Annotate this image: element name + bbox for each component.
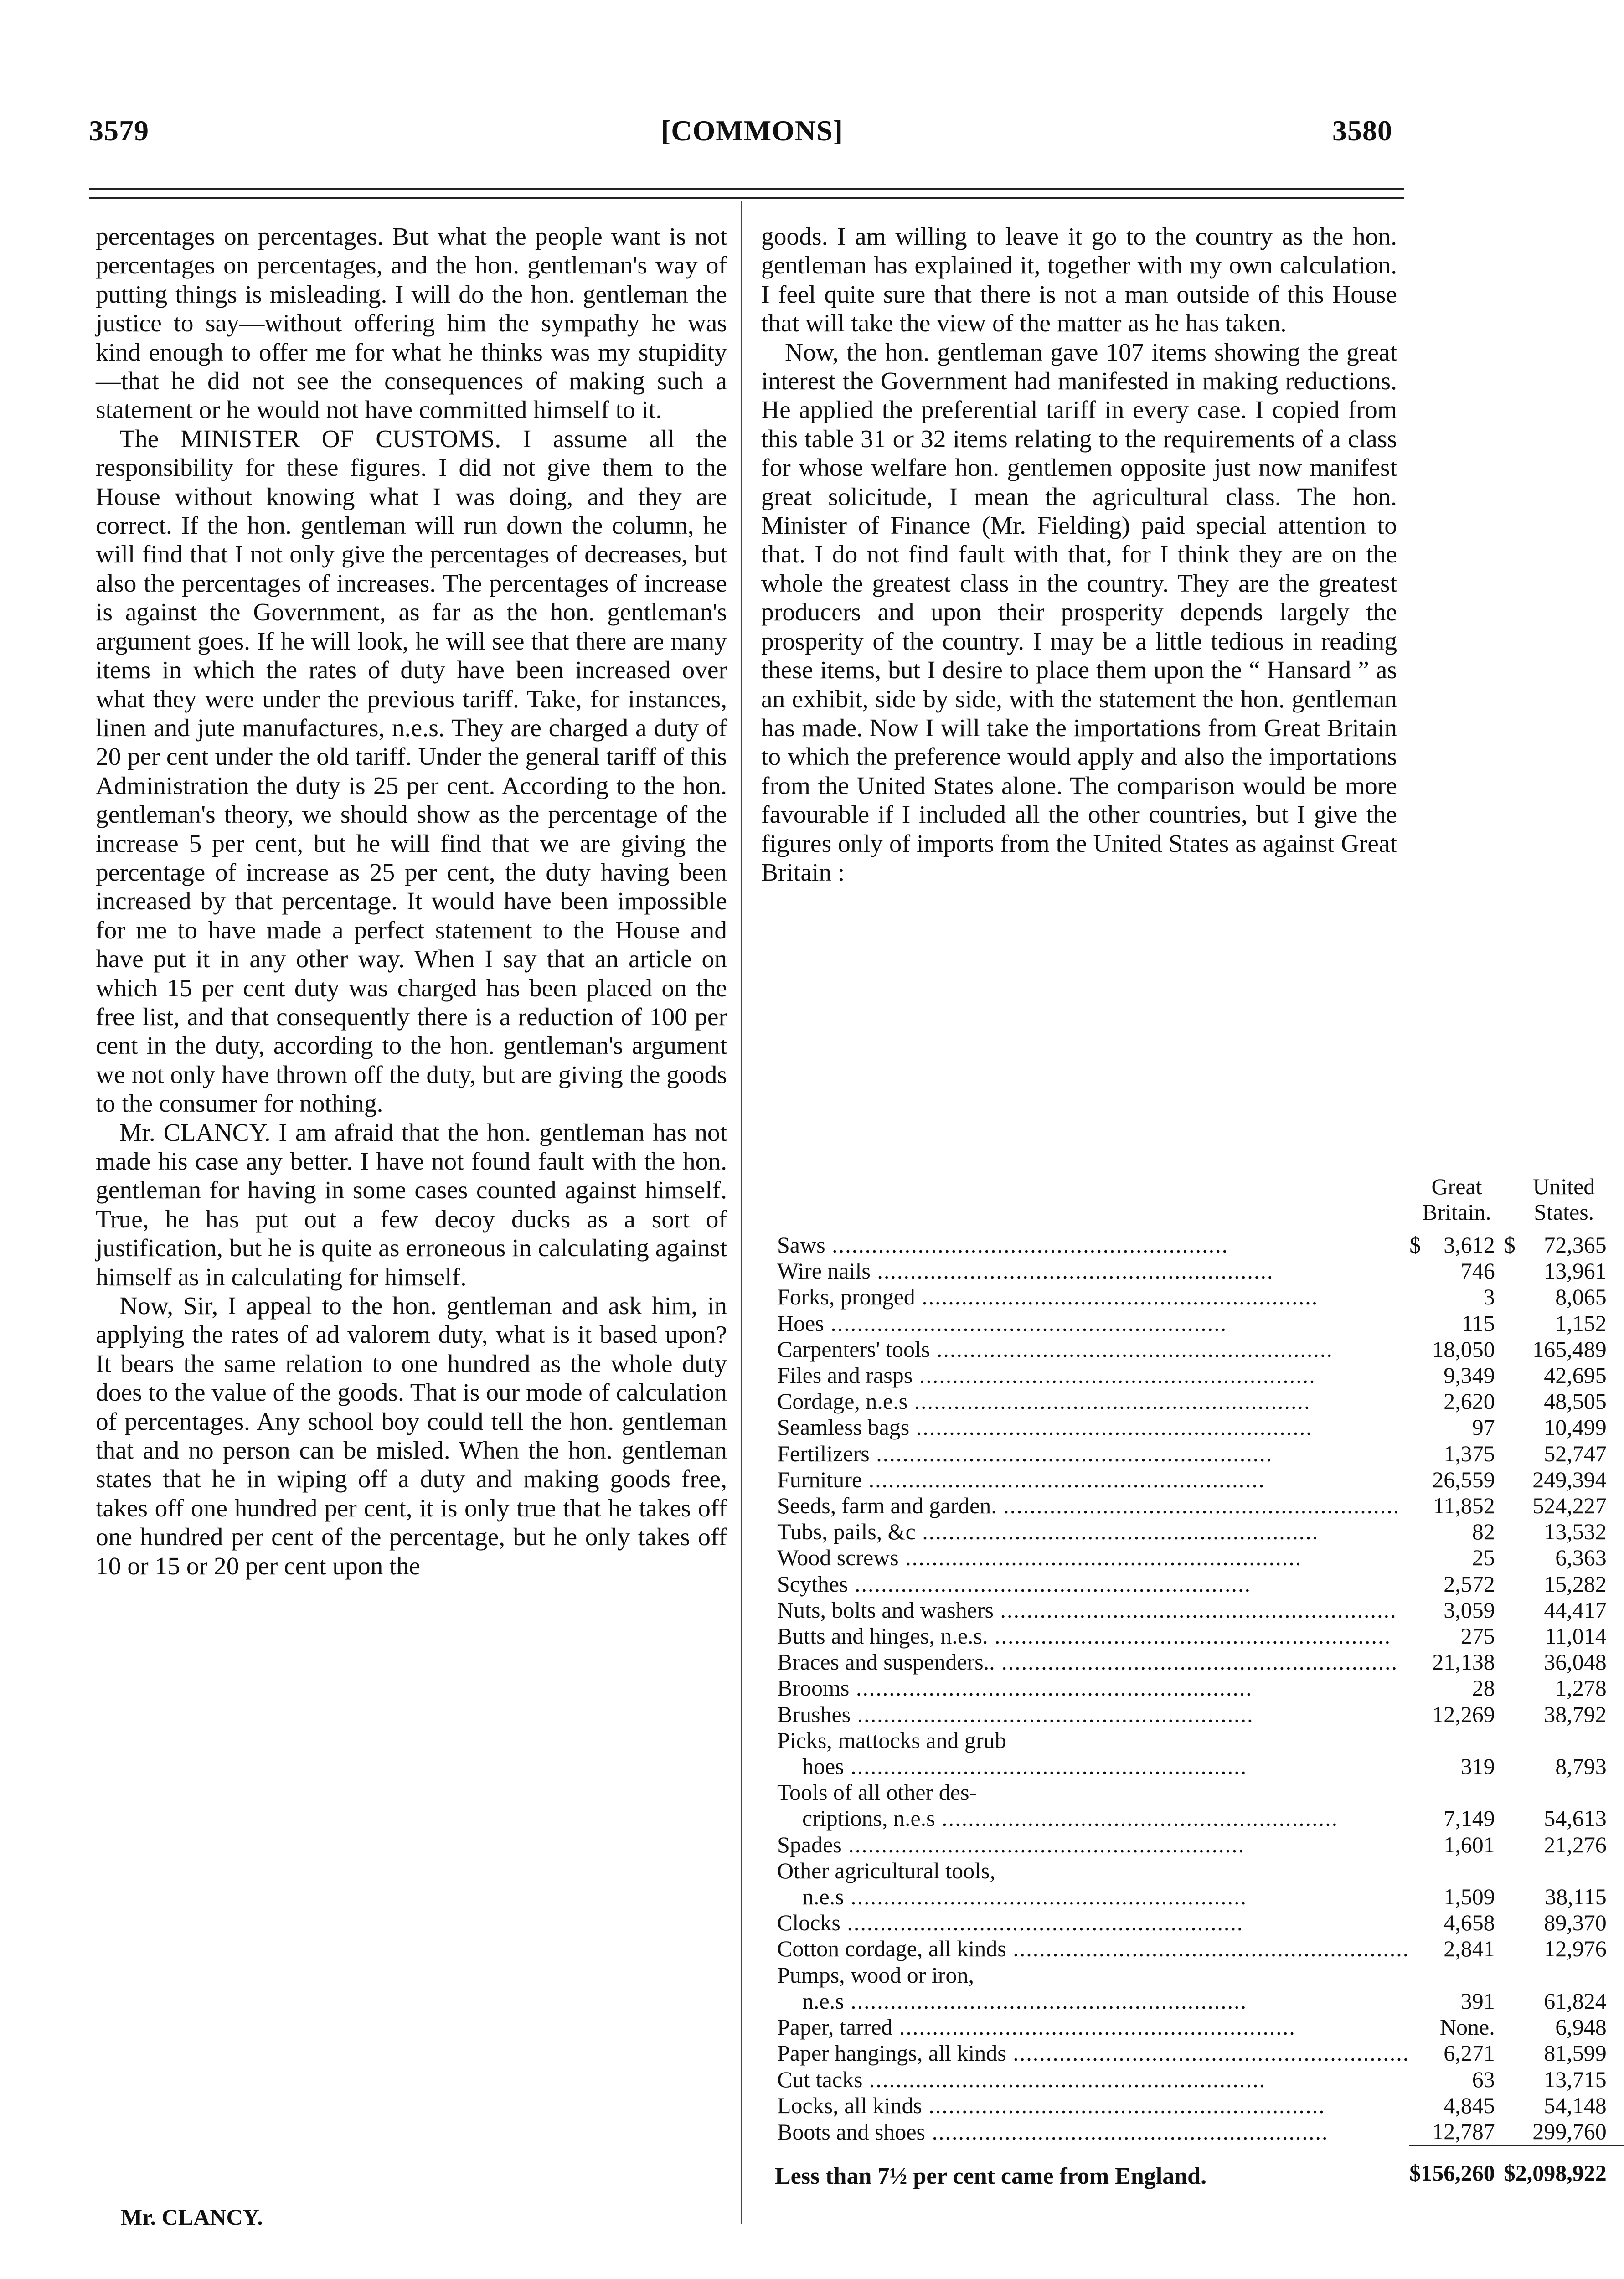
table-row <box>777 1702 1624 1727</box>
value-text: 42,695 <box>1544 1362 1607 1388</box>
table-row <box>777 1414 1624 1440</box>
item-cell-continued: n.e.s ............................................................ <box>802 1988 1248 2014</box>
paragraph: percentages on percentages. But what the people want is not percentages on percentages, and the hon. gentleman's way of putting things is misleading. I will do the hon. gentleman the justice to say—without offering him the sympathy he was kind enough to offer me for what he thinks was my stupidity—that he did not see the consequences of making such a statement or he would not have committed himself to it. <box>96 223 727 424</box>
us-value <box>1504 1702 1624 1727</box>
value-text: 13,961 <box>1544 1258 1607 1284</box>
item-cell: Spades ............................................................ <box>777 1831 1245 1857</box>
section-title: [COMMONS] <box>660 114 844 147</box>
item-label: Cotton cordage, all kinds <box>777 1936 1006 1962</box>
us-value <box>1504 2014 1624 2040</box>
item-cell-continued: n.e.s ............................................................ <box>802 1884 1248 1910</box>
item-label: Seamless bags <box>777 1414 910 1440</box>
currency-symbol: $ <box>1504 1232 1516 1258</box>
item-cell: Carpenters' tools ............................................................ <box>777 1336 1333 1362</box>
gb-value <box>1409 1649 1504 1675</box>
item-cell: Tubs, pails, &c ............................................................ <box>777 1519 1319 1545</box>
gb-value: 1,509 <box>1444 1884 1495 1910</box>
item-cell-continued: hoes ............................................................ <box>802 1753 1248 1779</box>
item-label: Boots and shoes <box>777 2119 925 2145</box>
gb-value <box>1409 1310 1504 1336</box>
value-text: 15,282 <box>1544 1571 1607 1597</box>
table-row <box>777 1545 1624 1571</box>
gb-value <box>1409 1832 1504 1858</box>
value-text: 746 <box>1460 1258 1495 1284</box>
gb-value <box>1409 1545 1504 1571</box>
value-text: 72,365 <box>1544 1232 1607 1258</box>
table-row-continued <box>777 1988 1624 2014</box>
us-value <box>1504 2067 1624 2093</box>
us-value <box>1504 2119 1624 2145</box>
table-row <box>777 1258 1624 1284</box>
us-value <box>1504 1519 1624 1545</box>
value-text: 18,050 <box>1432 1336 1495 1362</box>
value-text: 299,760 <box>1532 2118 1607 2144</box>
item-cell: Brushes ............................................................ <box>777 1701 1254 1727</box>
value-text: 12,269 <box>1432 1701 1495 1727</box>
us-value <box>1504 1493 1624 1519</box>
item-cell: Nuts, bolts and washers ............................................................ <box>777 1597 1397 1623</box>
table-row <box>777 1597 1624 1623</box>
item-cell: Wire nails ............................................................ <box>777 1258 1274 1284</box>
us-value <box>1504 1362 1624 1388</box>
item-cell: Brooms ............................................................ <box>777 1675 1253 1701</box>
gb-value <box>1409 2014 1504 2040</box>
us-value <box>1504 1623 1624 1649</box>
value-text: 25 <box>1472 1545 1495 1571</box>
table-row <box>777 1519 1624 1545</box>
paragraph: Now, Sir, I appeal to the hon. gentleman and ask him, in applying the rates of ad valorem duty, what is it based upon? It bears the same relation to one hundred as the whole duty does to the value of the goods. That is our mode of calculation of percentages. Any school boy could tell the hon. gentleman that and no person can be misled. When the hon. gentleman states that he in wiping off a duty and making goods free, takes off one hundred per cent, it is only true that he takes off one hundred per cent of the percentage, but he only takes off 10 or 15 or 20 per cent upon the <box>96 1292 727 1580</box>
column-divider <box>741 201 742 2224</box>
table-row <box>777 1962 1624 1988</box>
item-cell: Cut tacks ............................................................ <box>777 2066 1266 2092</box>
item-cell: Clocks ............................................................ <box>777 1910 1244 1936</box>
table-row <box>777 1649 1624 1675</box>
item-label: Clocks <box>777 1910 840 1936</box>
table-row <box>777 1910 1624 1936</box>
us-value <box>1504 1258 1624 1284</box>
table-row-continued <box>777 1753 1624 1779</box>
table-row <box>777 1441 1624 1467</box>
gb-value <box>1409 1388 1504 1414</box>
item-cell: Seeds, farm and garden. ............................................................ <box>777 1493 1400 1519</box>
speaker-signature: Mr. CLANCY. <box>121 2204 263 2230</box>
table-row <box>777 1284 1624 1310</box>
item-cell: Cordage, n.e.s ............................................................ <box>777 1388 1311 1414</box>
item-cell: Forks, pronged ............................................................ <box>777 1284 1319 1310</box>
item-label: Nuts, bolts and washers <box>777 1597 994 1623</box>
table-row <box>777 1779 1624 1805</box>
table-row <box>777 1310 1624 1336</box>
us-value <box>1504 1571 1624 1597</box>
value-text: 21,138 <box>1432 1649 1495 1675</box>
value-text: 13,715 <box>1544 2066 1607 2092</box>
item-cell: Braces and suspenders.. ............................................................ <box>777 1649 1398 1675</box>
item-label: Files and rasps <box>777 1362 913 1388</box>
gb-value <box>1409 2067 1504 2093</box>
value-text: 6,363 <box>1555 1545 1607 1571</box>
gb-value <box>1409 1936 1504 1962</box>
us-value: 54,613 <box>1544 1805 1607 1831</box>
item-cell-continued: criptions, n.e.s ............................................................ <box>802 1805 1339 1831</box>
table-row <box>777 2119 1624 2145</box>
gb-value <box>1409 1702 1504 1727</box>
value-text: 54,148 <box>1544 2092 1607 2118</box>
gb-value <box>1409 1467 1504 1493</box>
table-row <box>777 1571 1624 1597</box>
us-value <box>1504 1441 1624 1467</box>
item-cell: Hoes ............................................................ <box>777 1310 1227 1336</box>
gb-value <box>1409 1910 1504 1936</box>
imports-table <box>777 1174 1624 2186</box>
item-cell: Fertilizers ............................................................ <box>777 1440 1273 1466</box>
value-text: 8,065 <box>1555 1284 1607 1310</box>
item-label: Forks, pronged <box>777 1284 915 1310</box>
table-row <box>777 2040 1624 2066</box>
item-label: Brooms <box>777 1675 850 1701</box>
value-text: 4,845 <box>1444 2092 1495 2118</box>
header-rule-top <box>89 188 1404 190</box>
page-number-left: 3579 <box>89 114 149 147</box>
us-value <box>1504 1597 1624 1623</box>
gb-value: 391 <box>1460 1988 1495 2014</box>
value-text: 36,048 <box>1544 1649 1607 1675</box>
item-label: Butts and hinges, n.e.s. <box>777 1623 988 1649</box>
us-value <box>1504 1336 1624 1362</box>
us-value <box>1504 2040 1624 2066</box>
value-text: 6,271 <box>1444 2040 1495 2066</box>
us-value: 38,115 <box>1545 1884 1607 1910</box>
item-label: criptions, n.e.s <box>802 1805 935 1831</box>
value-text: None. <box>1439 2014 1495 2040</box>
col-header-united-states: United States. <box>1533 1174 1595 1225</box>
table-row <box>777 2014 1624 2040</box>
gb-value <box>1409 1519 1504 1545</box>
table-row <box>777 1388 1624 1414</box>
table-row <box>777 1675 1624 1701</box>
item-cell: Cotton cordage, all kinds ............................................................ <box>777 1936 1410 1962</box>
item-cell: Pumps, wood or iron, <box>777 1962 974 1988</box>
value-text: 1,278 <box>1555 1675 1607 1701</box>
item-label: Paper hangings, all kinds <box>777 2040 1006 2066</box>
value-text: 81,599 <box>1544 2040 1607 2066</box>
table-row-continued <box>777 1805 1624 1831</box>
table-row <box>777 1832 1624 1858</box>
item-label: n.e.s <box>802 1884 844 1910</box>
us-value <box>1504 1232 1624 1258</box>
item-cell: Paper hangings, all kinds ............................................................ <box>777 2040 1410 2066</box>
value-text: 82 <box>1472 1519 1495 1545</box>
gb-value <box>1409 1493 1504 1519</box>
table-row <box>777 2093 1624 2119</box>
value-text: 1,152 <box>1555 1310 1607 1336</box>
item-label: Wood screws <box>777 1545 899 1571</box>
item-label: hoes <box>802 1753 844 1779</box>
gb-value <box>1409 2119 1504 2145</box>
gb-value <box>1409 1571 1504 1597</box>
gb-value <box>1409 1336 1504 1362</box>
us-value <box>1504 2093 1624 2119</box>
item-label: Saws <box>777 1232 825 1258</box>
value-text: 12,787 <box>1432 2118 1495 2144</box>
us-value <box>1504 1388 1624 1414</box>
item-cell: Tools of all other des- <box>777 1779 977 1805</box>
value-text: 12,976 <box>1544 1936 1607 1962</box>
value-text: 11,852 <box>1433 1493 1495 1519</box>
value-text: 4,658 <box>1444 1910 1495 1936</box>
value-text: 13,532 <box>1544 1519 1607 1545</box>
us-value <box>1504 1310 1624 1336</box>
table-row <box>777 1336 1624 1362</box>
table-row <box>777 1362 1624 1388</box>
value-text: 52,747 <box>1544 1440 1607 1466</box>
value-text: 165,489 <box>1532 1336 1607 1362</box>
us-value <box>1504 1910 1624 1936</box>
value-text: 26,559 <box>1432 1466 1495 1492</box>
gb-value <box>1409 1284 1504 1310</box>
item-label: Braces and suspenders.. <box>777 1649 995 1675</box>
us-value <box>1504 1467 1624 1493</box>
value-text: 1,375 <box>1444 1440 1495 1466</box>
us-value <box>1504 1675 1624 1701</box>
gb-value <box>1409 1414 1504 1440</box>
item-cell: Furniture ............................................................ <box>777 1466 1265 1492</box>
col-header-great-britain: Great Britain. <box>1422 1174 1491 1225</box>
value-text: 38,792 <box>1544 1701 1607 1727</box>
value-text: 28 <box>1472 1675 1495 1701</box>
total-united-states: $2,098,922 <box>1504 2160 1607 2186</box>
item-label: Locks, all kinds <box>777 2092 923 2118</box>
value-text: 63 <box>1472 2066 1495 2092</box>
left-column <box>96 222 727 1581</box>
item-label: Cordage, n.e.s <box>777 1388 908 1414</box>
table-row <box>777 1858 1624 1884</box>
us-value <box>1504 1284 1624 1310</box>
table-row <box>777 1936 1624 1962</box>
table-row <box>777 1232 1624 1258</box>
value-text: 97 <box>1472 1414 1495 1440</box>
item-cell: Scythes ............................................................ <box>777 1571 1252 1597</box>
item-label: Hoes <box>777 1310 824 1336</box>
table-row <box>777 1493 1624 1519</box>
item-cell: Other agricultural tools, <box>777 1857 996 1883</box>
us-value: 61,824 <box>1544 1988 1607 2014</box>
item-cell: Picks, mattocks and grub <box>777 1727 1006 1753</box>
value-text: 2,572 <box>1444 1571 1495 1597</box>
gb-value <box>1409 1232 1504 1258</box>
table-row <box>777 1467 1624 1493</box>
table-header-row <box>777 1174 1624 1225</box>
table-row <box>777 1623 1624 1649</box>
gb-value <box>1409 1362 1504 1388</box>
value-text: 10,499 <box>1544 1414 1607 1440</box>
item-label: Cut tacks <box>777 2066 863 2092</box>
page-number-right: 3580 <box>1332 114 1392 147</box>
gb-value <box>1409 1597 1504 1623</box>
value-text: 3,059 <box>1444 1597 1495 1623</box>
paragraph: The MINISTER OF CUSTOMS. I assume all the responsibility for these figures. I did not give them to the House without knowing what I was doing, and they are correct. If the hon. gentleman will run down the column, he will find that I not only give the percentages of decreases, but also the percentages of increases. The percentages of increase is against the Government, as far as the hon. gentleman's argument goes. If he will look, he will see that there are many items in which the rates of duty have been increased over what they were under the previous tariff. Take, for instances, linen and jute manufactures, n.e.s. They are charged a duty of 20 per cent under the old tariff. Under the general tariff of this Administration the duty is 25 per cent. According to the hon. gentleman's theory, we should show as the percentage of the increase 5 per cent, but he will find that we are giving the percentage of increase as 25 per cent, the duty having been increased by that percentage. It would have been impossible for me to have made a perfect statement to the House and have put it in any other way. When I say that an article on which 15 per cent duty was charged has been placed on the free list, and that consequently there is a reduction of 100 per cent in the duty, according to the hon. gentleman's argument we not only have thrown off the duty, but are giving the goods to the consumer for nothing. <box>96 425 727 1118</box>
item-label: Wire nails <box>777 1258 871 1284</box>
item-label: n.e.s <box>802 1988 844 2014</box>
paragraph: Now, the hon. gentleman gave 107 items showing the great interest the Government had manifested in making reductions. He applied the preferential tariff in every case. I copied from this table 31 or 32 items relating to the requirements of a class for whose welfare hon. gentlemen opposite just now manifest great solicitude, I mean the agricultural class. The hon. Minister of Finance (Mr. Fielding) paid special attention to that. I do not find fault with that, for I think they are on the whole the greatest class in the country. They are the greatest producers and upon their prosperity depends largely the prosperity of the country. I may be a little tedious in reading these items, but I desire to place them upon the “ Hansard ” as an exhibit, side by side, with the statement the hon. gentleman has made. Now I will take the importations from Great Britain to which the preference would apply and also the importations from the United States alone. The comparison would be more favourable if I included all the other countries, but I give the figures only of imports from the United States as against Great Britain : <box>761 338 1397 887</box>
table-row-continued <box>777 1884 1624 1910</box>
value-text: 44,417 <box>1544 1597 1607 1623</box>
gb-value <box>1409 1258 1504 1284</box>
value-text: 89,370 <box>1544 1910 1607 1936</box>
item-label: Carpenters' tools <box>777 1336 930 1362</box>
item-cell: Seamless bags ............................................................ <box>777 1414 1313 1440</box>
us-value: 8,793 <box>1555 1753 1607 1779</box>
value-text: 275 <box>1460 1623 1495 1649</box>
item-cell: Wood screws ............................................................ <box>777 1545 1302 1571</box>
item-cell: Boots and shoes ............................................................ <box>777 2119 1329 2145</box>
value-text: 48,505 <box>1544 1388 1607 1414</box>
item-label: Furniture <box>777 1466 862 1492</box>
value-text: 3 <box>1483 1284 1495 1310</box>
value-text: 21,276 <box>1544 1831 1607 1857</box>
item-label: Fertilizers <box>777 1440 870 1466</box>
item-cell: Files and rasps ............................................................ <box>777 1362 1316 1388</box>
item-label: Tubs, pails, &c <box>777 1519 916 1545</box>
table-row <box>777 1727 1624 1753</box>
item-label: Spades <box>777 1831 842 1857</box>
item-label: Brushes <box>777 1701 851 1727</box>
us-value <box>1504 1545 1624 1571</box>
value-text: 2,620 <box>1444 1388 1495 1414</box>
gb-value <box>1409 2040 1504 2066</box>
value-text: 6,948 <box>1555 2014 1607 2040</box>
value-text: 2,841 <box>1444 1936 1495 1962</box>
value-text: 524,227 <box>1532 1493 1607 1519</box>
us-value <box>1504 1649 1624 1675</box>
footnote: Less than 7½ per cent came from England. <box>775 2163 1207 2189</box>
value-text: 9,349 <box>1444 1362 1495 1388</box>
paragraph: goods. I am willing to leave it go to the country as the hon. gentleman has explained it, together with my own calculation. I feel quite sure that there is not a man outside of this House that will take the view of the matter as he has taken. <box>761 223 1397 338</box>
item-cell: Paper, tarred ............................................................ <box>777 2014 1296 2040</box>
item-cell: Butts and hinges, n.e.s. ............................................................ <box>777 1623 1391 1649</box>
currency-symbol: $ <box>1409 1232 1421 1258</box>
paragraph: Mr. CLANCY. I am afraid that the hon. gentleman has not made his case any better. I have not found fault with the hon. gentleman for having in some cases counted against himself. True, he has put out a few decoy ducks as a sort of justification, but he is quite as erroneous in calculating against himself as in calculating for himself. <box>96 1119 727 1291</box>
gb-value <box>1409 1623 1504 1649</box>
item-cell: Saws ............................................................ <box>777 1232 1229 1258</box>
us-value <box>1504 1936 1624 1962</box>
us-value <box>1504 1414 1624 1440</box>
item-cell: Locks, all kinds ............................................................ <box>777 2092 1325 2118</box>
item-label: Paper, tarred <box>777 2014 893 2040</box>
value-text: 11,014 <box>1545 1623 1607 1649</box>
value-text: 1,601 <box>1444 1831 1495 1857</box>
gb-value <box>1409 1675 1504 1701</box>
item-label: Seeds, farm and garden. <box>777 1493 997 1519</box>
total-great-britain: $156,260 <box>1409 2160 1495 2186</box>
item-label: Scythes <box>777 1571 848 1597</box>
gb-value <box>1409 2093 1504 2119</box>
value-text: 115 <box>1461 1310 1495 1336</box>
us-value <box>1504 1832 1624 1858</box>
gb-value: 7,149 <box>1444 1805 1495 1831</box>
right-column <box>761 222 1397 887</box>
gb-value <box>1409 1441 1504 1467</box>
gb-value: 319 <box>1460 1753 1495 1779</box>
value-text: 249,394 <box>1532 1466 1607 1492</box>
table-row <box>777 2067 1624 2093</box>
value-text: 3,612 <box>1444 1232 1495 1258</box>
header-rule-bottom <box>89 197 1404 199</box>
